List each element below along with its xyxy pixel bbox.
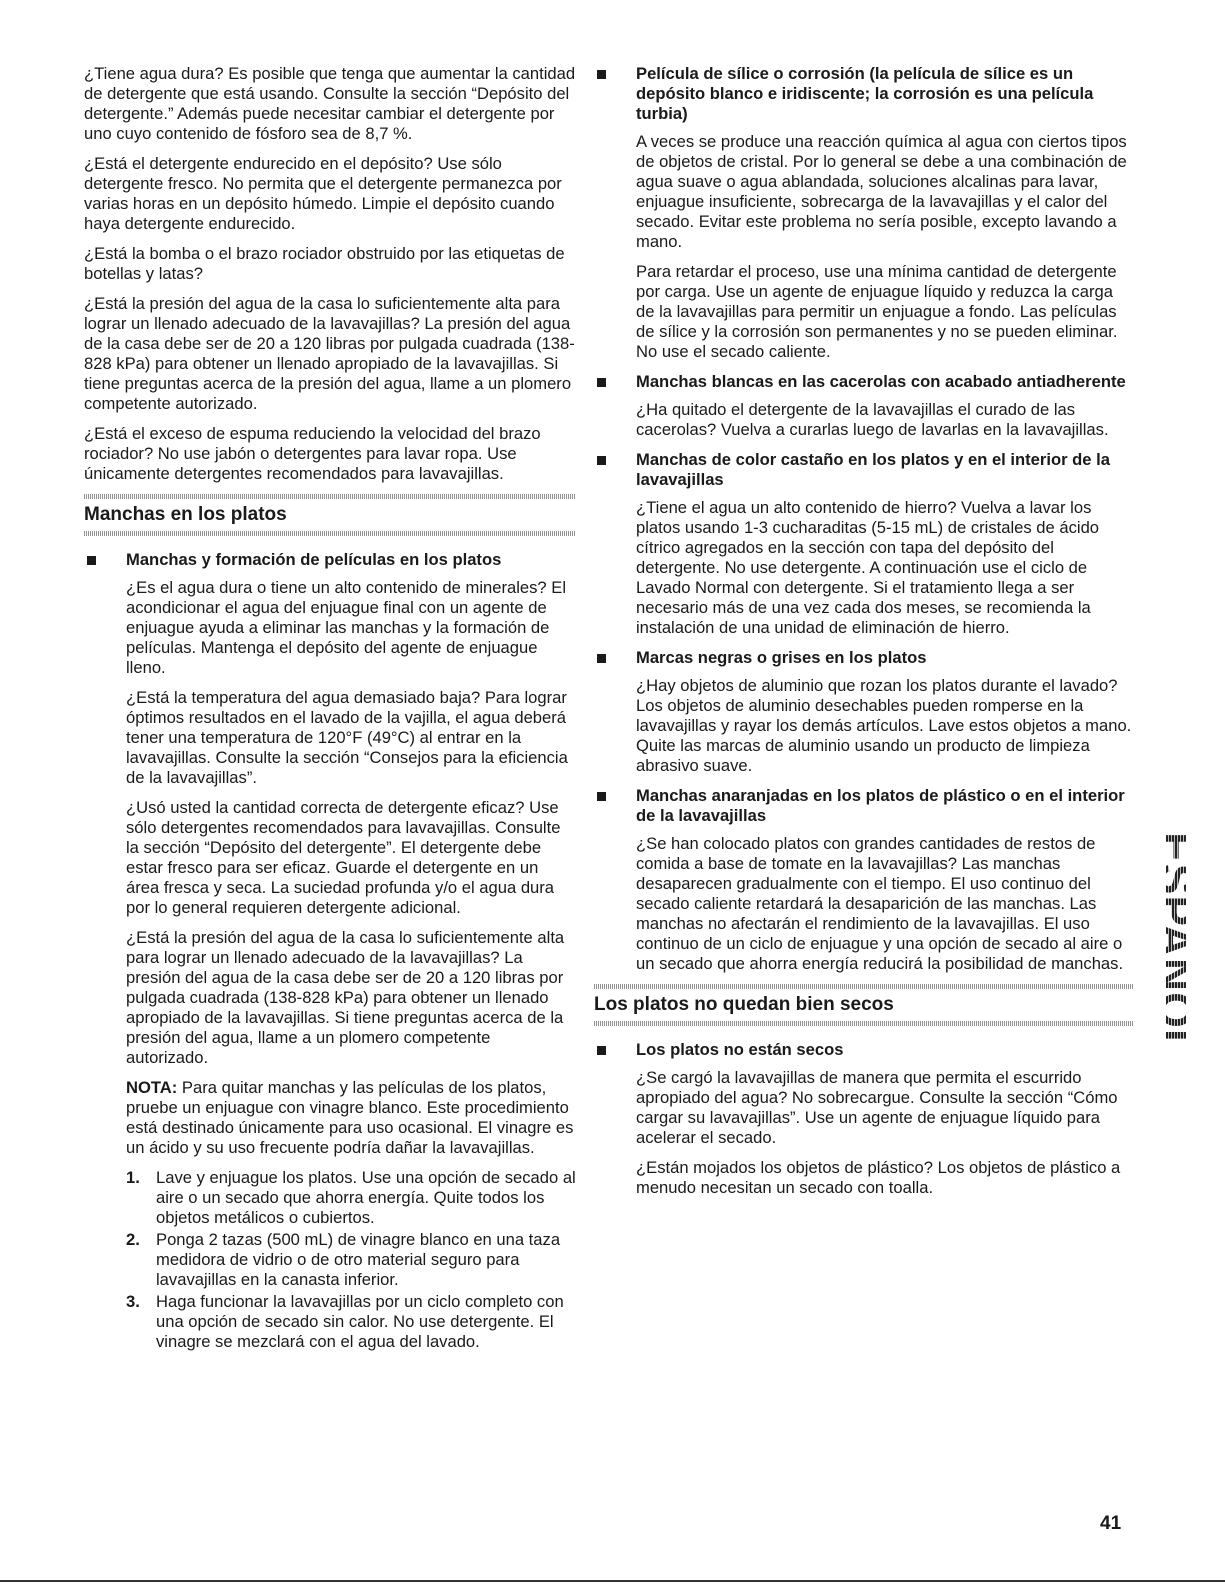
- bullet-item: [594, 450, 1134, 638]
- bullet-heading: Los platos no están secos: [636, 1040, 844, 1059]
- paragraph: ¿Ha quitado el detergente de la lavavajillas el curado de las cacerolas? Vuelva a curarlas luego de lavarlas en la lavavajillas.: [636, 400, 1109, 439]
- bullet-heading: Manchas anaranjadas en los platos de plástico o en el interior de la lavavajillas: [636, 786, 1125, 825]
- note-text: Para quitar manchas y las películas de los platos, pruebe un enjuague con vinagre blanco. Este procedimiento está destinado únicamente para uso ocasional. El vinagre es un ácido y su uso frecuente podría dañar la lavavajillas.: [126, 1078, 574, 1157]
- note-paragraph: [126, 1078, 576, 1158]
- paragraph: ¿Es el agua dura o tiene un alto contenido de minerales? El acondicionar el agua del enjuague final con un agente de enjuague ayuda a eliminar las manchas y la formación de películas. Mantenga el depósito del agente de enjuague lleno.: [126, 578, 567, 677]
- list-item: [126, 1292, 576, 1352]
- language-label: ESPAÑOL: [1150, 832, 1203, 1058]
- bullet-heading: Manchas de color castaño en los platos y en el interior de la lavavajillas: [636, 450, 1110, 489]
- paragraph: ¿Está el detergente endurecido en el depósito? Use sólo detergente fresco. No permita que el detergente permanezca por varias horas en un depósito húmedo. Limpie el depósito cuando haya detergente endurecido.: [84, 154, 562, 233]
- paragraph: ¿Está el exceso de espuma reduciendo la velocidad del brazo rociador? No use jabón o detergentes para lavar ropa. Use únicamente detergentes recomendados para lavavajillas.: [84, 424, 541, 483]
- paragraph: A veces se produce una reacción química al agua con ciertos tipos de objetos de cristal. Por lo general se debe a una combinación de agua suave o agua ablandada, soluciones alcalinas para lavar, enjuague insuficiente, sobrecarga de la lavavajillas y el calor del secado. Evitar este problema no sería posible, excepto lavando a mano.: [636, 132, 1127, 251]
- step-number: 2.: [126, 1230, 140, 1249]
- page-number: 41: [1100, 1513, 1122, 1534]
- paragraph: ¿Está la presión del agua de la casa lo suficientemente alta para lograr un llenado adecuado de la lavavajillas? La presión del agua de la casa debe ser de 20 a 120 libras por pulgada cuadrada (138-828 kPa) para obtener un llenado apropiado de la lavavajillas. Si tiene preguntas acerca de la presión del agua, llame a un plomero competente autorizado.: [126, 928, 565, 1067]
- paragraph: Para retardar el proceso, use una mínima cantidad de detergente por carga. Use un agente de enjuague líquido y reduzca la carga de la lavavajillas para permitir un enjuague a fondo. Las películas de sílice y la corrosión son permanentes y no se pueden eliminar. No use el secado caliente.: [636, 262, 1118, 361]
- section-header-drying: [594, 984, 1134, 1026]
- section-title: Manchas en los platos: [84, 504, 287, 525]
- step-text: Haga funcionar la lavavajillas por un ciclo completo con una opción de secado sin calor. No use detergente. El vinagre se mezclará con el agua del lavado.: [156, 1292, 564, 1351]
- paragraph: ¿Se han colocado platos con grandes cantidades de restos de comida a base de tomate en la lavavajillas? Las manchas desaparecen gradualmente con el tiempo. El uso continuo del secado caliente retardará la desaparición de las manchas. Las manchas no afectarán el rendimiento de la lavavajillas. El uso continuo de un ciclo de enjuague y una opción de secado al aire o un secado que ahorra energía reducirá la posibilidad de manchas.: [636, 834, 1124, 973]
- bullet-item: [594, 64, 1134, 362]
- paragraph: ¿Usó usted la cantidad correcta de detergente eficaz? Use sólo detergentes recomendados para lavavajillas. Consulte la sección “Depósito del detergente”. El detergente debe estar fresco para ser eficaz. Guarde el detergente en un área fresca y seca. La suciedad profunda y/o el agua dura por lo general requieren detergente adicional.: [126, 798, 561, 917]
- step-text: Ponga 2 tazas (500 mL) de vinagre blanco en una taza medidora de vidrio o de otro material seguro para lavavajillas en la canasta inferior.: [156, 1230, 561, 1289]
- section-title: Los platos no quedan bien secos: [594, 994, 894, 1015]
- left-column: [84, 64, 576, 1354]
- bullet-heading: Manchas y formación de películas en los platos: [126, 550, 502, 569]
- paragraph: ¿Hay objetos de aluminio que rozan los platos durante el lavado? Los objetos de aluminio desechables pueden romperse en la lavavajillas y rayar los demás artículos. Lave estos objetos a mano. Quite las marcas de aluminio usando un producto de limpieza abrasivo suave.: [636, 676, 1132, 775]
- bullet-heading: Película de sílice o corrosión (la película de sílice es un depósito blanco e iridiscente; la corrosión es una película turbia): [636, 64, 1094, 123]
- list-item: [126, 1230, 576, 1290]
- language-side-tab: [1150, 832, 1203, 1058]
- bullet-heading: Manchas blancas en las cacerolas con acabado antiadherente: [636, 372, 1126, 391]
- paragraph: ¿Está la bomba o el brazo rociador obstruido por las etiquetas de botellas y latas?: [84, 244, 565, 283]
- paragraph: ¿Tiene agua dura? Es posible que tenga que aumentar la cantidad de detergente que está usando. Consulte la sección “Depósito del detergente.” Además puede necesitar cambiar el detergente por uno cuyo contenido de fósforo sea de 8,7 %.: [84, 64, 576, 143]
- bullet-heading: Marcas negras o grises en los platos: [636, 648, 927, 667]
- section-header-spots: [84, 494, 576, 536]
- note-label: NOTA:: [126, 1078, 178, 1097]
- step-number: 1.: [126, 1168, 140, 1187]
- section-rule-top: [84, 494, 576, 499]
- bottom-rule: [0, 1580, 1225, 1582]
- list-item: [126, 1168, 576, 1228]
- section-rule-bottom: [84, 531, 576, 536]
- step-number: 3.: [126, 1292, 140, 1311]
- bullet-item: [594, 1040, 1134, 1198]
- bullet-item: [84, 550, 576, 1352]
- step-text: Lave y enjuague los platos. Use una opción de secado al aire o un secado que ahorra energía. Quite todos los objetos metálicos o cubiertos.: [156, 1168, 576, 1227]
- paragraph: ¿Está la presión del agua de la casa lo suficientemente alta para lograr un llenado adecuado de la lavavajillas? La presión del agua de la casa debe ser de 20 a 120 libras por pulgada cuadrada (138-828 kPa) para obtener un llenado apropiado de la lavavajillas. Si tiene preguntas acerca de la presión del agua, llame a un plomero competente autorizado.: [84, 294, 575, 413]
- bullet-item: [594, 372, 1134, 440]
- paragraph: ¿Están mojados los objetos de plástico? Los objetos de plástico a menudo necesitan un secado con toalla.: [636, 1158, 1121, 1197]
- right-column: [594, 64, 1134, 1208]
- steps-list: [126, 1168, 576, 1352]
- section-rule-bottom: [594, 1021, 1134, 1026]
- bullet-item: [594, 648, 1134, 776]
- paragraph: ¿Tiene el agua un alto contenido de hierro? Vuelva a lavar los platos usando 1-3 cucharaditas (5-15 mL) de cristales de ácido cítrico agregados en la sección con tapa del depósito del detergente. No use detergente. A continuación use el ciclo de Lavado Normal con detergente. Si el tratamiento llega a ser necesario más de una vez cada dos meses, se recomienda la instalación de una unidad de eliminación de hierro.: [636, 498, 1100, 637]
- paragraph: ¿Se cargó la lavavajillas de manera que permita el escurrido apropiado del agua? No sobrecargue. Consulte la sección “Cómo cargar su lavavajillas”. Use un agente de enjuague líquido para acelerar el secado.: [636, 1068, 1118, 1147]
- section-rule-top: [594, 984, 1134, 989]
- bullet-item: [594, 786, 1134, 974]
- paragraph: ¿Está la temperatura del agua demasiado baja? Para lograr óptimos resultados en el lavado de la vajilla, el agua deberá tener una temperatura de 120°F (49°C) al entrar en la lavavajillas. Consulte la sección “Consejos para la eficiencia de la lavavajillas”.: [126, 688, 568, 787]
